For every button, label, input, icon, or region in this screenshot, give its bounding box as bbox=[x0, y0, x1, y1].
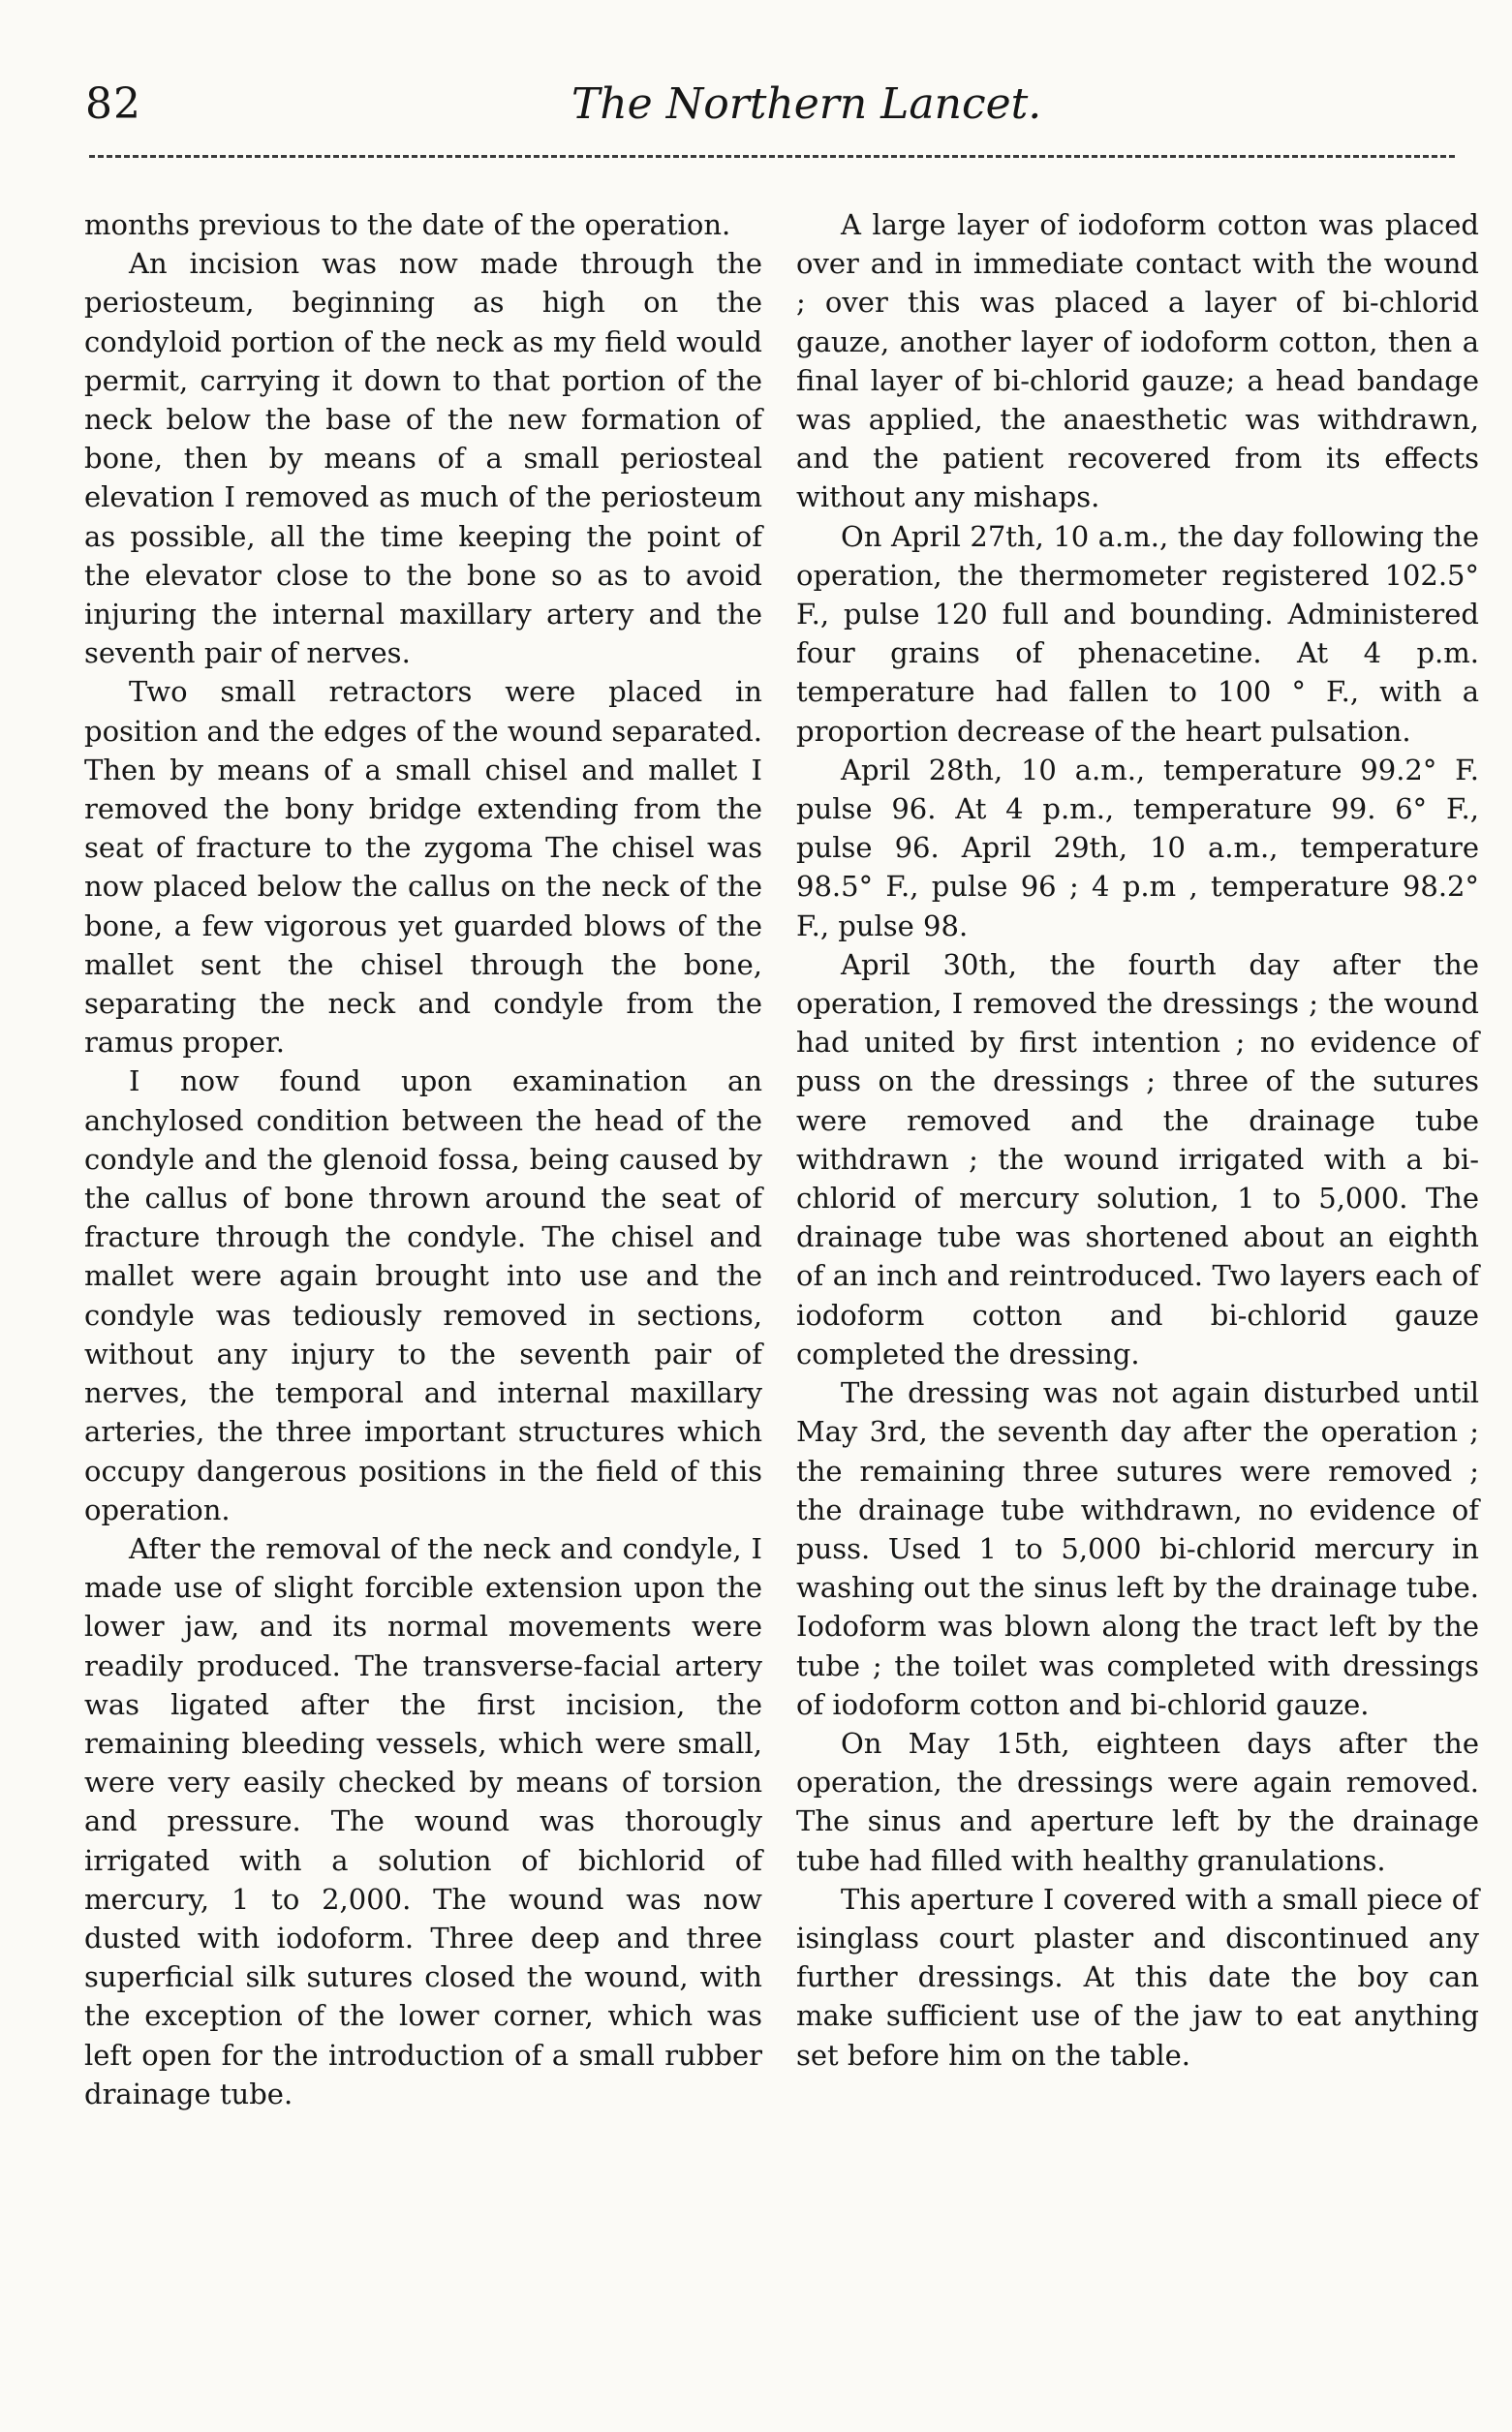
paragraph: A large layer of iodoform cotton was placed over and in immediate contact with the wound ; over this was placed a layer of bi-chlorid gauze, another layer of iodoform cotton, then a final layer of bi-chlorid gauze; a head bandage was applied, the anaesthetic was withdrawn, and the patient recovered from its effects without any mishaps. bbox=[796, 208, 1479, 514]
page-header bbox=[0, 0, 1512, 165]
journal-title: The Northern Lancet. bbox=[571, 79, 1042, 129]
page-number: 82 bbox=[85, 79, 141, 129]
paragraph: April 28th, 10 a.m., temperature 99.2° F. pulse 96. At 4 p.m., temperature 99. 6° F., pulse 96. April 29th, 10 a.m., temperature 98.5° F., pulse 96 ; 4 p.m , temperature 98.2° F., pulse 98. bbox=[796, 753, 1479, 942]
right-column bbox=[796, 205, 1479, 2075]
paragraph: The dressing was not again disturbed until May 3rd, the seventh day after the operation ; the remaining three sutures were removed ; the drainage tube withdrawn, no evidence of puss. Used 1 to 5,000 bi-chlorid mercury in washing out the sinus left by the drainage tube. Iodoform was blown along the tract left by the tube ; the toilet was completed with dressings of iodoform cotton and bi-chlorid gauze. bbox=[796, 1376, 1479, 1721]
left-column bbox=[84, 205, 762, 2113]
paragraph: April 30th, the fourth day after the operation, I removed the dressings ; the wound had united by first intention ; no evidence of puss on the dressings ; three of the sutures were removed and the drainage tube withdrawn ; the wound irrigated with a bi-chlorid of mercury solution, 1 to 5,000. The drainage tube was shortened about an eighth of an inch and reintroduced. Two layers each of iodoform cotton and bi-chlorid gauze completed the dressing. bbox=[796, 947, 1479, 1370]
paragraph: Two small retractors were placed in position and the edges of the wound separated. Then by means of a small chisel and mallet I removed the bony bridge extending from the seat of fracture to the zygoma The chisel was now placed below the callus on the neck of the bone, a few vigorous yet guarded blows of the mallet sent the chisel through the bone, separating the neck and condyle from the ramus proper. bbox=[84, 675, 762, 1060]
header-rule bbox=[89, 155, 1455, 158]
paragraph: On May 15th, eighteen days after the operation, the dressings were again removed. The sinus and aperture left by the drainage tube had filled with healthy granulations. bbox=[796, 1726, 1479, 1877]
paragraph: months previous to the date of the operation. bbox=[84, 208, 731, 241]
paragraph: This aperture I covered with a small piece of isinglass court plaster and discontinued any further dressings. At this date the boy can make sufficient use of the jaw to eat anything set before him on the table. bbox=[796, 1882, 1479, 2072]
paragraph: After the removal of the neck and condyle, I made use of slight forcible extension upon the lower jaw, and its normal movements were readily produced. The transverse-facial artery was ligated after the first incision, the remaining bleeding vessels, which were small, were very easily checked by means of torsion and pressure. The wound was thorougly irrigated with a solution of bichlorid of mercury, 1 to 2,000. The wound was now dusted with iodoform. Three deep and three superficial silk sutures closed the wound, with the exception of the lower corner, which was left open for the introduction of a small rubber drainage tube. bbox=[84, 1531, 762, 2110]
paragraph: I now found upon examination an anchylosed condition between the head of the condyle and the glenoid fossa, being caused by the callus of bone thrown around the seat of fracture through the condyle. The chisel and mallet were again brought into use and the condyle was tediously removed in sections, without any injury to the seventh pair of nerves, the temporal and internal maxillary arteries, the three important structures which occupy dangerous positions in the field of this operation. bbox=[84, 1064, 762, 1526]
paragraph: On April 27th, 10 a.m., the day following the operation, the thermometer registered 102.5° F., pulse 120 full and bounding. Administered four grains of phenacetine. At 4 p.m. temperature had fallen to 100 ° F., with a proportion decrease of the heart pulsation. bbox=[796, 519, 1479, 748]
paragraph: An incision was now made through the periosteum, beginning as high on the condyloid portion of the neck as my field would permit, carrying it down to that portion of the neck below the base of the new formation of bone, then by means of a small periosteal elevation I removed as much of the periosteum as possible, all the time keeping the point of the elevator close to the bone so as to avoid injuring the internal maxillary artery and the seventh pair of nerves. bbox=[84, 247, 762, 670]
